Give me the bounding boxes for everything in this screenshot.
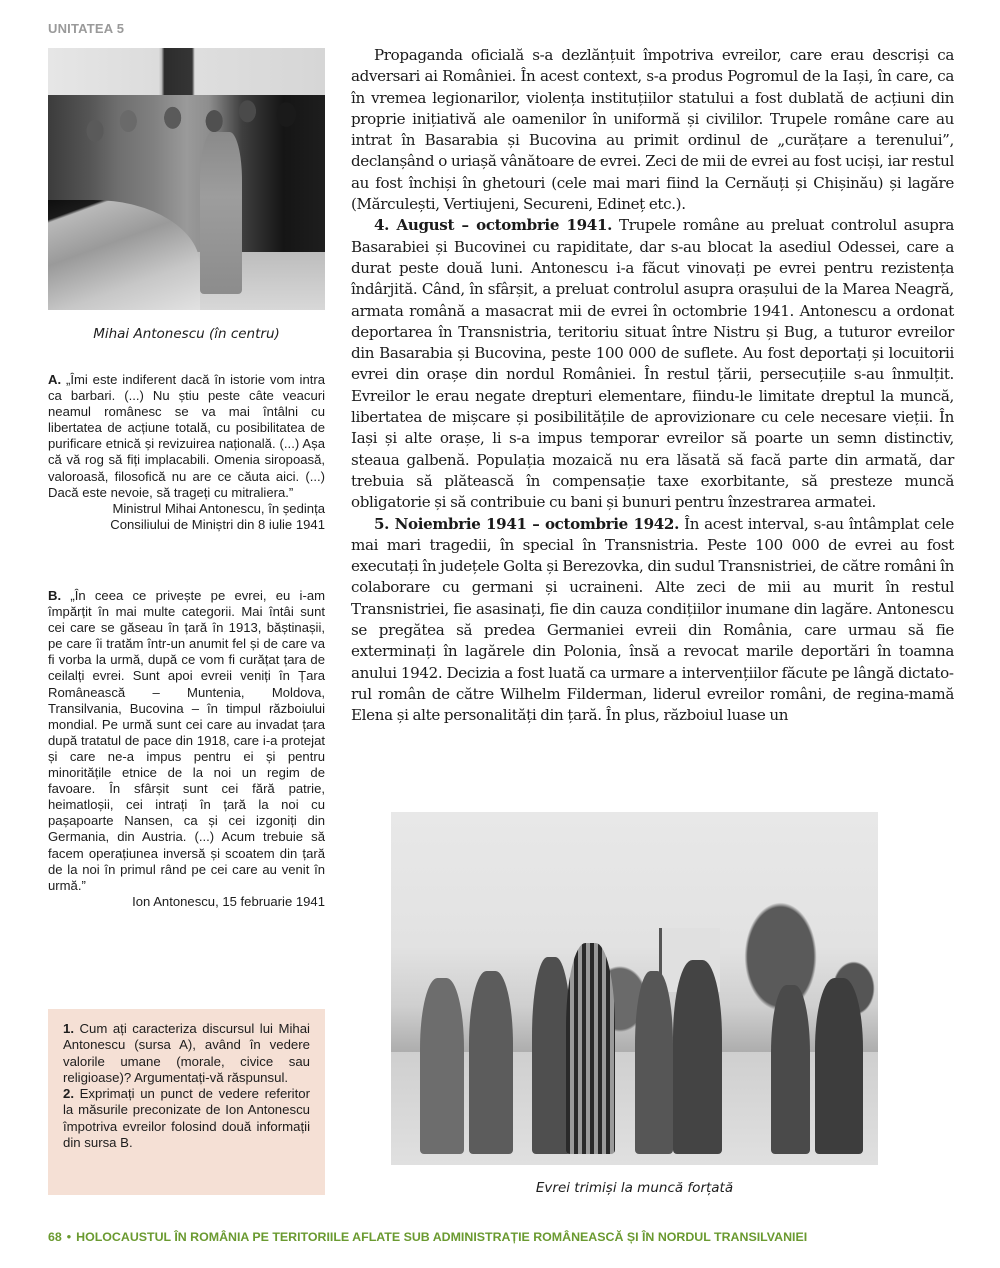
photo-figure [673, 960, 722, 1154]
footer-separator: • [66, 1230, 72, 1244]
question-1-number: 1. [63, 1021, 74, 1036]
source-a-attribution-line2: Consiliului de Miniștri din 8 iulie 1941 [110, 516, 325, 532]
photo-forced-labor [391, 812, 878, 1165]
main-text [351, 45, 954, 727]
paragraph-august-october-1941 [351, 215, 954, 513]
question-2-number: 2. [63, 1086, 74, 1102]
photo1-caption: Mihai Antonescu (în centru) [93, 326, 280, 342]
paragraph-november-1941-october-1942 [351, 514, 954, 727]
source-b-attribution: Ion Antonescu, 15 februarie 1941 [132, 893, 325, 909]
photo-mihai-antonescu [48, 48, 325, 310]
photo-figure [420, 978, 464, 1155]
paragraph-2-heading: 4. August – octombrie 1941. [374, 216, 613, 235]
photo-figure [635, 971, 674, 1155]
source-a [48, 372, 325, 533]
source-b-quote: „În ceea ce privește pe evrei, eu i-am împărțit în mai multe categorii. Mai întâi sunt cei care se găseau în țară în 1913, băștinașii, pe care îi tratăm într-un anumit fel și de care va fi vorba la urmă, după ce vom fi curățat țara de ceilalți evrei. Sunt apoi evreii veniți în Țara Românească – Muntenia, Moldova, Transilvania, Bucovina – în timpul războiului mondial. Pe urmă sunt cei care au invadat țara după tratatul de pace din 1918, care i-a protejat și care ne-a impus pentru ei și pentru minoritățile etnice de la noi un regim de favoare. În sfârșit sunt cei fără patrie, heimatloșii, cei intrați în țară la noi cu pașapoarte Nansen, ca și cei izgoniți din Germania, din Austria. (...) Acum trebuie să facem operațiunea inversă și scoatem din țară de la noi în primul rând pe cei care au venit în urmă.” [48, 588, 326, 893]
questions-box [48, 1009, 325, 1195]
paragraph-3-text: În acest interval, s-au întâmplat cele mai mari tragedii, în special în Transnistria. Peste 100 000 de evrei au fost executați în județele Golta și Berezovka, din sudul Transnistriei, de către români în colaborare cu germani și ucraineni. Alte zeci de mii au murit în restul Transnistriei, fie asasinați, fie din cauza condițiilor inumane din lagăre. Antonescu se pregătea să predea Germaniei evreii din România, care urmau să fie exterminați în lagărele din Polonia, însă a revocat marile deportări în toamna anului 1942. Decizia a fost luată ca urmare a intervențiilor făcute pe lângă dictatorul român de către Wilhelm Filderman, liderul evreilor români, de regina-mamă Elena și alte personalități din țară. În plus, războiul luase un [351, 514, 954, 725]
paragraph-2-text: Trupele române au preluat controlul asupra Basarabiei și Bucovinei cu rapiditate, dar s-au blocat la asediul Odessei, care a durat peste două luni. Antonescu i-a făcut vinovați pe evrei pentru rezistența îndârjită. Când, în sfârșit, a preluat controlul asupra orașului de la Marea Neagră, armata română a masacrat mii de evrei în octombrie 1941. Antonescu a ordonat deportarea în Transnistria, teritoriu situat între Nistru și Bug, a tuturor evreilor din Basarabia și Bucovina, peste 100 000 de suflete. Au fost deportați și locuitorii evrei din orașe din nordul României. În restul țării, persecuțiile s-au înmulțit. Evreilor le erau negate drepturi elementare, fiindu-le limitate dreptul la muncă, libertatea de mișcare și posibilitățile de aprovizionare cu cele necesare vieții. În Iași și alte orașe, li s-a impus temporar evreilor să poarte un semn distinctiv, steaua galbenă. Populația mozaică nu era lăsată să facă parte din armată, dar trebuia să plătească în compensație taxe exorbitante, să presteze muncă obligatorie și să contribuie cu bani și bunuri pentru înzestrarea armatei. [351, 216, 954, 512]
question-2 [63, 1086, 310, 1151]
source-a-label: A. [48, 372, 62, 387]
photo-figure [771, 985, 810, 1154]
source-a-attribution-line1: Ministrul Mihai Antonescu, în ședința [112, 500, 325, 516]
paragraph-propaganda [351, 45, 954, 215]
footer-title: HOLOCAUSTUL ÎN ROMÂNIA PE TERITORIILE AFLATE SUB ADMINISTRAȚIE ROMÂNEASCĂ ȘI ÎN NORDUL TRANSILVANIEI [76, 1230, 808, 1244]
photo-figure [815, 978, 864, 1155]
source-a-quote: „Îmi este indiferent dacă în istorie vom intra ca barbari. (...) Nu știu peste câte veacuri neamul românesc se va mai întâlni cu libertatea de acțiune totală, cu posibilitatea de purificare etnică și revizuirea națională. (...) Așa că vă rog să fiți implacabili. Omenia siropoasă, valoroasă, filosofică nu are ce căuta aici. (...) Dacă este nevoie, să trageți cu mitraliera.” [48, 372, 326, 500]
question-1-text: Cum ați caracteriza discursul lui Mihai Antonescu (sursa A), având în vedere valorile umane (morale, civice sau religioase)? Argumentați-vă răspunsul. [63, 1021, 310, 1085]
page-number: 68 [48, 1230, 62, 1244]
photo2-caption: Evrei trimiși la muncă forțată [535, 1180, 734, 1196]
paragraph-3-heading: 5. Noiembrie 1941 – octombrie 1942. [374, 514, 679, 533]
unit-label: UNITATEA 5 [48, 21, 125, 36]
source-b-label: B. [48, 588, 62, 603]
photo-figure-striped [566, 943, 615, 1155]
photo-figure [469, 971, 513, 1155]
photo-central-figure [200, 132, 242, 294]
page-footer [48, 1230, 807, 1244]
question-2-text: Exprimați un punct de vedere referitor la măsurile preconizate de Ion Antonescu împotriva evreilor folosind două informații din sursa B. [63, 1086, 310, 1151]
paragraph-1-text: Propaganda oficială s-a dezlănțuit împotriva evreilor, care erau descriși ca adversari ai României. În acest context, s-a produs Pogromul de la Iași, în care, ca în vremea legionarilor, violența instituțiilor statului a fost dublată de acțiuni din proprie inițiativă ale oamenilor în uniformă și civililor. Trupele române care au intrat în Basarabia și Bucovina au primit ordinul de „curățare a terenului”, declanșând o uriașă vânătoare de evrei. Zeci de mii de evrei au fost uciși, iar restul au fost închiși în ghetouri (cele mai mari fiind la Cernăuți și Chișinău) și lagăre (Mărculești, Vertiujeni, Secureni, Edineț etc.). [351, 46, 954, 214]
source-b [48, 588, 325, 910]
question-1 [63, 1021, 310, 1086]
